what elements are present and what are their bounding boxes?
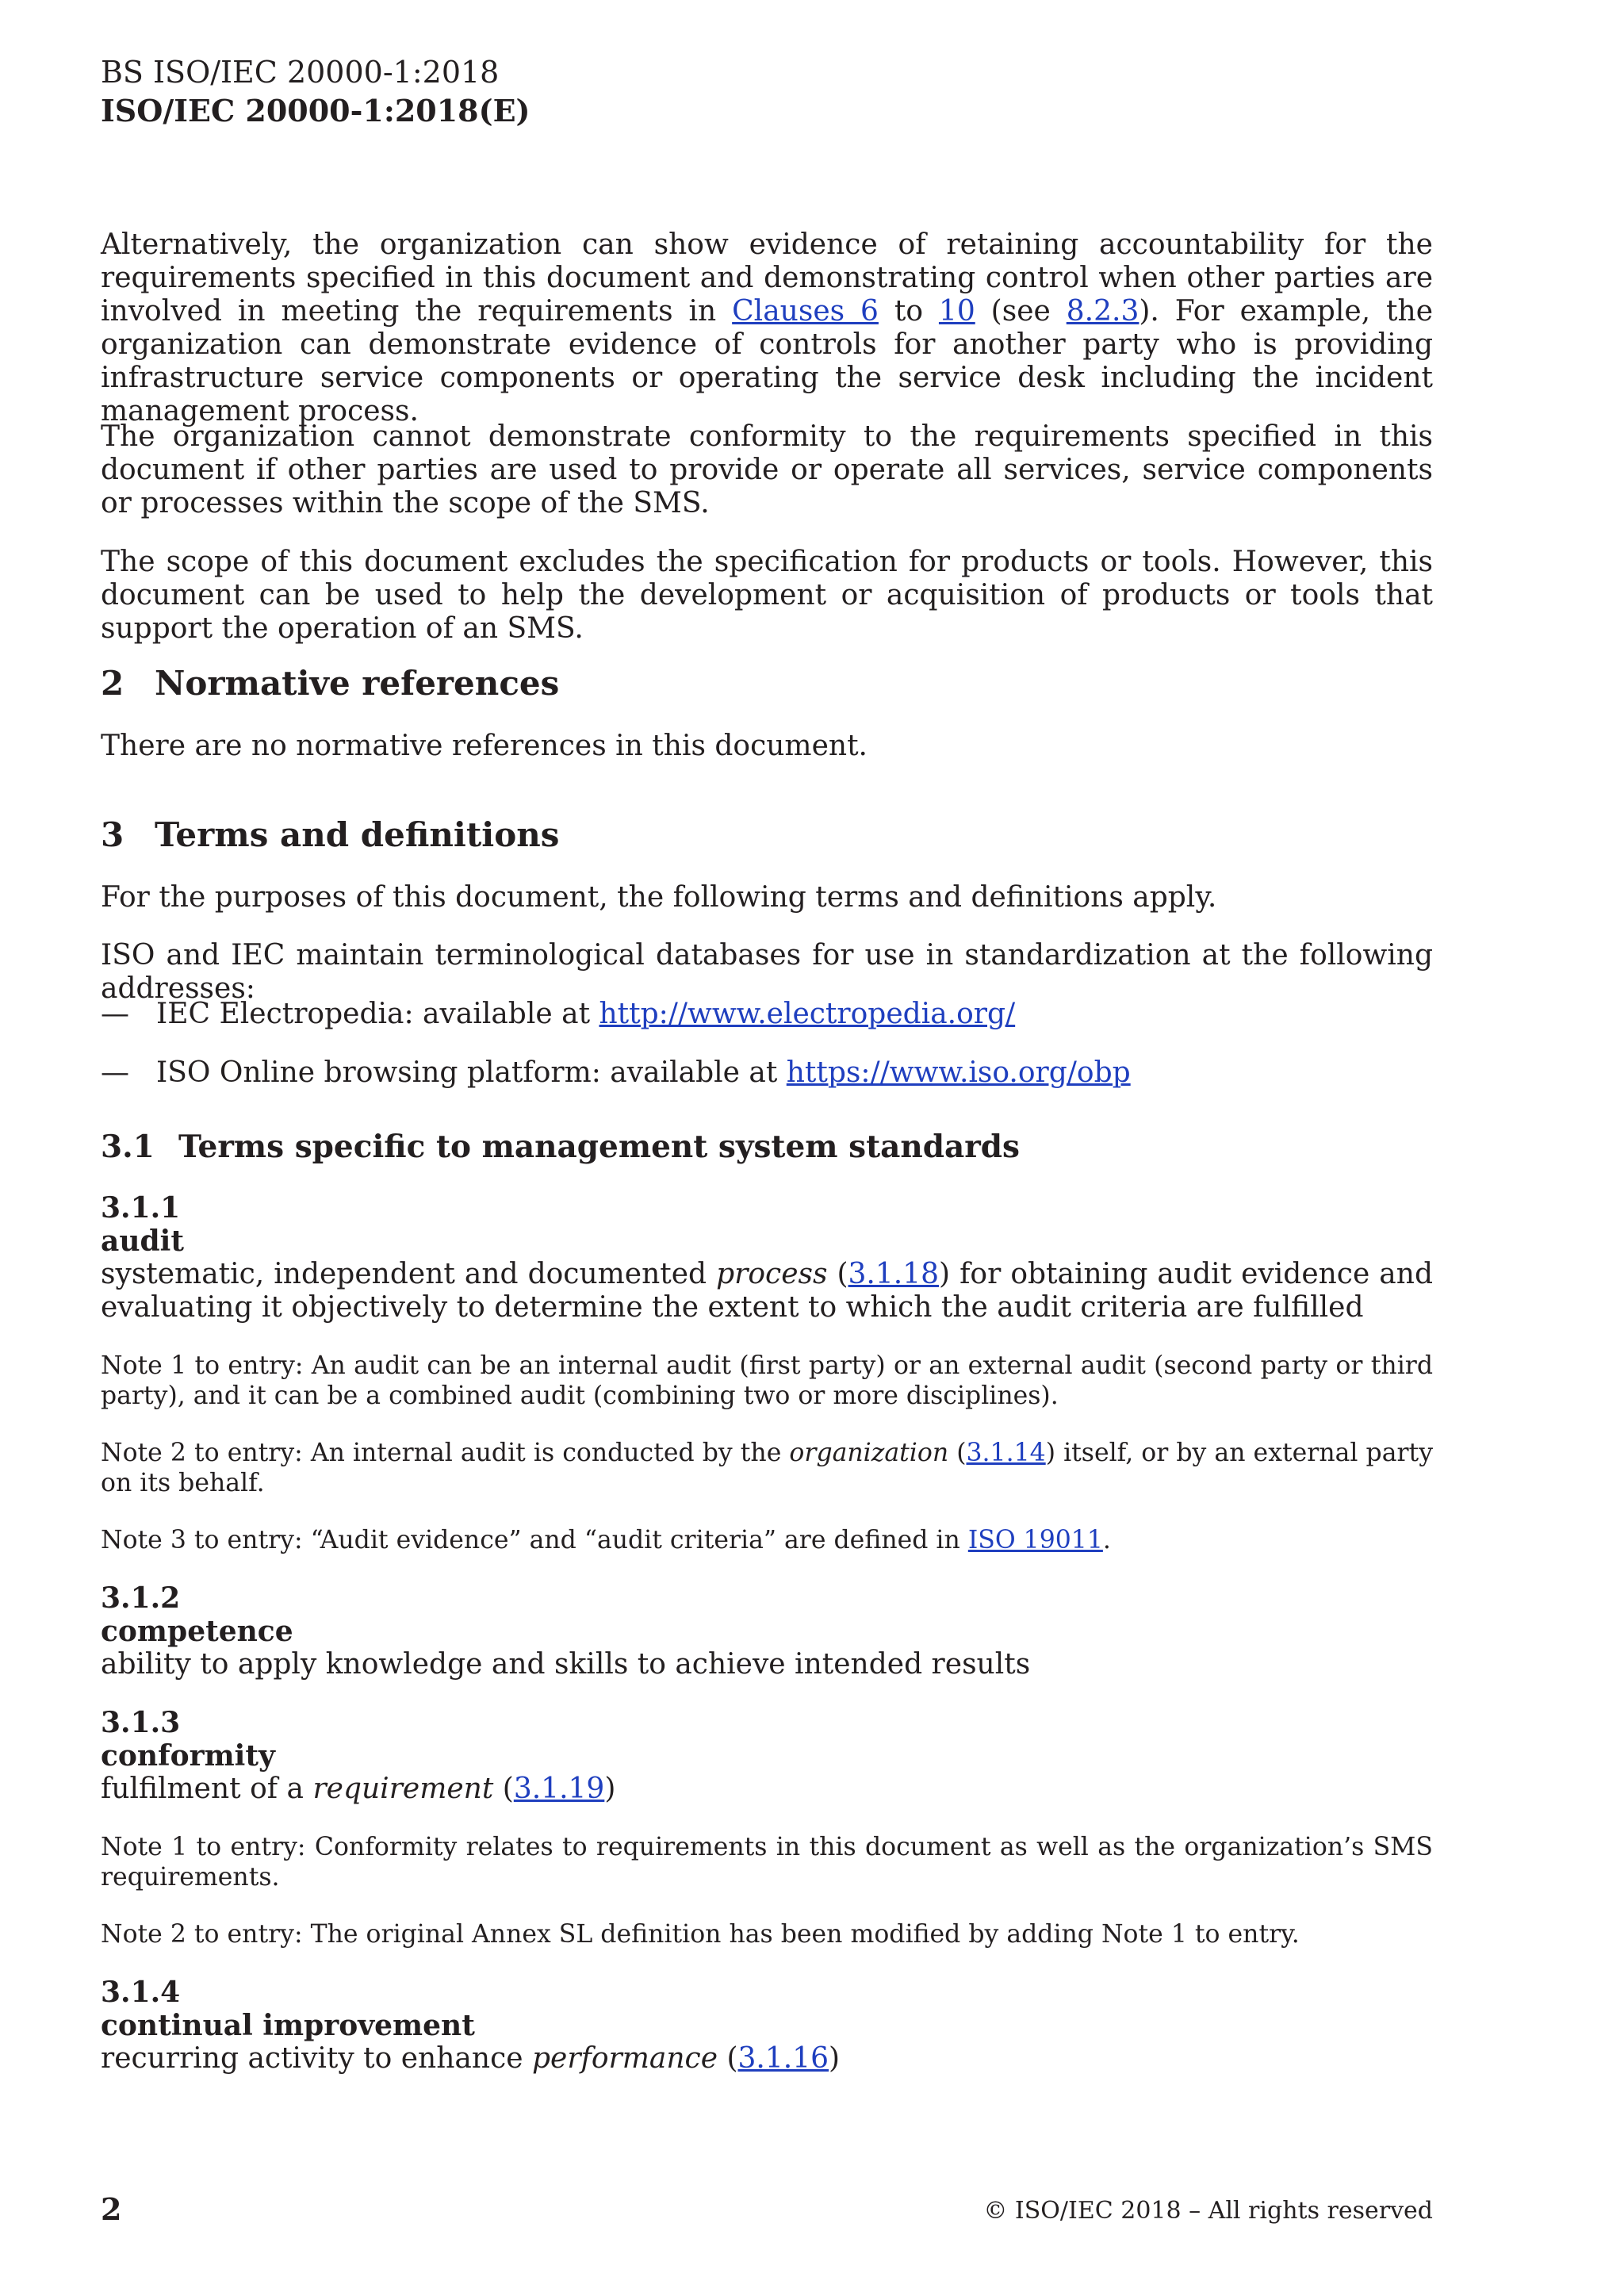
section-2-heading: 2 Normative references [101,664,560,703]
definition-competence: ability to apply knowledge and skills to achieve intended results [101,1648,1031,1681]
audit-note-3: Note 3 to entry: “Audit evidence” and “audit criteria” are defined in ISO 19011. [101,1526,1111,1554]
link-8-2-3[interactable]: 8.2.3 [1066,295,1139,328]
link-clauses-6[interactable]: Clauses 6 [732,295,879,328]
section-3-paragraph-1: For the purposes of this document, the following terms and definitions apply. [101,881,1217,914]
section-3-heading: 3 Terms and definitions [101,815,560,854]
header-standard-iso: ISO/IEC 20000-1:2018(E) [101,93,530,128]
section-2-text: There are no normative references in this document. [101,730,868,762]
definition-audit: systematic, independent and documented process (3.1.18) for obtaining audit evidence and evaluating it objectively to determine the extent to which the audit criteria are fulfilled [101,1258,1433,1324]
link-clause-10[interactable]: 10 [938,295,975,328]
definition-conformity: fulfilment of a requirement (3.1.19) [101,1773,616,1805]
intro-paragraph-2: The organization cannot demonstrate conformity to the requirements specified in this document if other parties are used to provide or operate all services, service components or processes within the scope of the SMS. [101,420,1433,519]
conformity-note-2: Note 2 to entry: The original Annex SL definition has been modified by adding Note 1 to entry. [101,1920,1300,1949]
audit-note-2: Note 2 to entry: An internal audit is conducted by the organization (3.1.14) itself, or by an external party on its behalf. [101,1439,1433,1497]
term-number-3-1-4: 3.1.4 [101,1976,181,2009]
term-competence: competence [101,1615,293,1648]
term-number-3-1-3: 3.1.3 [101,1706,181,1739]
link-3-1-18[interactable]: 3.1.18 [848,1258,940,1290]
link-3-1-16[interactable]: 3.1.16 [737,2042,829,2075]
link-iso-obp[interactable]: https://www.iso.org/obp [786,1056,1131,1089]
term-number-3-1-2: 3.1.2 [101,1581,181,1615]
conformity-note-1: Note 1 to entry: Conformity relates to requirements in this document as well as the organization’s SMS requirements. [101,1833,1433,1892]
link-3-1-19[interactable]: 3.1.19 [513,1773,605,1805]
copyright-notice: © ISO/IEC 2018 – All rights reserved [983,2197,1433,2225]
list-item-iso-obp: — ISO Online browsing platform: available at https://www.iso.org/obp [101,1056,1131,1089]
section-3-paragraph-2: ISO and IEC maintain terminological databases for use in standardization at the following addresses: [101,939,1433,1005]
header-standard-bs: BS ISO/IEC 20000-1:2018 [101,55,500,90]
list-item-electropedia: — IEC Electropedia: available at http://www.electropedia.org/ [101,998,1016,1030]
intro-paragraph-3: The scope of this document excludes the specification for products or tools. However, this document can be used to help the development or acquisition of products or tools that support the operation of an SMS. [101,546,1433,645]
link-iso-19011[interactable]: ISO 19011 [967,1526,1103,1554]
term-audit: audit [101,1225,184,1258]
term-number-3-1-1: 3.1.1 [101,1191,181,1225]
term-continual-improvement: continual improvement [101,2009,475,2042]
link-3-1-14[interactable]: 3.1.14 [966,1439,1046,1467]
page-number: 2 [101,2191,122,2227]
definition-continual-improvement: recurring activity to enhance performance (3.1.16) [101,2042,841,2075]
subsection-3-1-heading: 3.1 Terms specific to management system standards [101,1129,1021,1165]
term-conformity: conformity [101,1739,275,1773]
link-electropedia[interactable]: http://www.electropedia.org/ [599,998,1016,1030]
intro-paragraph-1: Alternatively, the organization can show evidence of retaining accountability for the requirements specified in this document and demonstrating control when other parties are involved in meeting the requirements in Clauses 6 to 10 (see 8.2.3). For example, the organization can demonstrate evidence of controls for another party who is providing infrastructure service components or operating the service desk including the incident management process. [101,228,1433,427]
audit-note-1: Note 1 to entry: An audit can be an internal audit (first party) or an external audit (second party or third party), and it can be a combined audit (combining two or more disciplines). [101,1351,1433,1410]
